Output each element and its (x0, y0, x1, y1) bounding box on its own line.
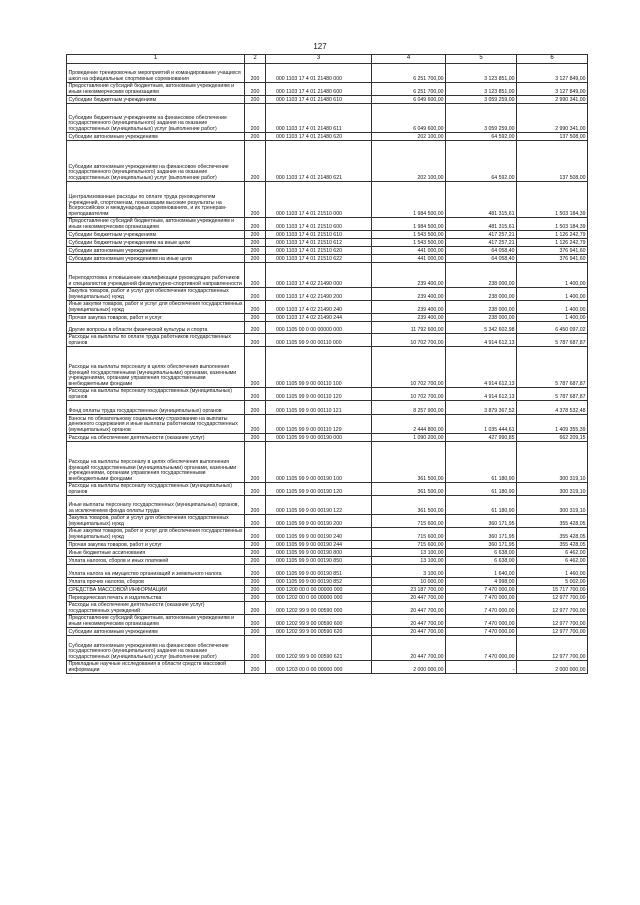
budget-table (66, 54, 588, 674)
row-name: Прочая закупка товаров, работ и услуг (67, 541, 245, 549)
row-classification-code: 000 1103 17 4 02 21490 200 (266, 288, 372, 301)
row-remaining-amount: 5 002,00 (517, 578, 588, 586)
row-classification-code: 000 1200 00 0 00 00000 000 (266, 586, 372, 594)
row-classification-code: 000 1103 17 4 01 21510 600 (266, 218, 372, 231)
row-approved-amount: 20 447 700,00 (372, 602, 446, 615)
row-approved-amount: 2 444 800,00 (372, 415, 446, 434)
table-row (67, 83, 588, 96)
row-executed-amount: 238 000,00 (446, 314, 517, 322)
row-remaining-amount: 1 400,00 (517, 314, 588, 322)
row-classification-code: 000 1103 17 4 01 21510 622 (266, 255, 372, 263)
row-name: Предоставление субсидий бюджетным, автономным учреждениям и иным некоммерческим организациям (67, 615, 245, 628)
row-admin-code: 200 (245, 218, 266, 231)
row-admin-code: 200 (245, 442, 266, 483)
row-classification-code: 000 1103 17 4 01 21480 600 (266, 83, 372, 96)
row-executed-amount: 7 470 000,00 (446, 636, 517, 661)
row-admin-code: 200 (245, 628, 266, 636)
row-name: Иные закупки товаров, работ и услуг для обеспечения государственных (муниципальных) нужд (67, 301, 245, 314)
table-row (67, 104, 588, 133)
row-classification-code: 000 1105 99 9 00 00190 244 (266, 541, 372, 549)
row-executed-amount: 4 914 612,13 (446, 334, 517, 347)
header-row (67, 55, 588, 64)
row-classification-code: 000 1105 99 9 00 00110 100 (266, 347, 372, 388)
row-admin-code: 200 (245, 104, 266, 133)
row-admin-code: 200 (245, 64, 266, 83)
table-row (67, 231, 588, 239)
table-row (67, 301, 588, 314)
table-row (67, 263, 588, 288)
row-classification-code: 000 1105 99 9 00 00190 240 (266, 528, 372, 541)
header-cell-6: 6 (517, 55, 588, 64)
row-executed-amount: 4 914 612,13 (446, 347, 517, 388)
row-approved-amount: 20 447 700,00 (372, 594, 446, 602)
row-executed-amount: 7 470 000,00 (446, 586, 517, 594)
row-remaining-amount: 300 319,10 (517, 483, 588, 496)
row-admin-code: 200 (245, 515, 266, 528)
header-cell-2: 2 (245, 55, 266, 64)
header-cell-4: 4 (372, 55, 446, 64)
row-approved-amount: 202 100,00 (372, 141, 446, 182)
row-approved-amount: 20 447 700,00 (372, 628, 446, 636)
row-admin-code: 200 (245, 288, 266, 301)
row-admin-code: 200 (245, 231, 266, 239)
row-approved-amount: 10 702 700,00 (372, 334, 446, 347)
row-classification-code: 000 1105 99 9 00 00110 129 (266, 415, 372, 434)
row-executed-amount: 4 998,00 (446, 578, 517, 586)
row-admin-code: 200 (245, 434, 266, 442)
row-approved-amount: 2 000 000,00 (372, 661, 446, 674)
table-row (67, 401, 588, 415)
row-executed-amount: 7 470 000,00 (446, 594, 517, 602)
row-remaining-amount: 12 977 700,00 (517, 594, 588, 602)
row-remaining-amount: 355 428,05 (517, 528, 588, 541)
row-approved-amount: 361 500,00 (372, 483, 446, 496)
row-approved-amount: 202 100,00 (372, 133, 446, 141)
row-admin-code: 200 (245, 415, 266, 434)
row-classification-code: 000 1105 99 9 00 00190 122 (266, 496, 372, 515)
row-executed-amount: 3 879 367,52 (446, 401, 517, 415)
row-approved-amount: 239 400,00 (372, 301, 446, 314)
row-name: Субсидии бюджетным учреждениям (67, 231, 245, 239)
row-approved-amount: 1 984 500,00 (372, 218, 446, 231)
row-remaining-amount: 3 127 849,00 (517, 64, 588, 83)
row-admin-code: 200 (245, 239, 266, 247)
row-executed-amount: 238 000,00 (446, 288, 517, 301)
row-remaining-amount: 376 941,60 (517, 255, 588, 263)
row-name: Расходы на выплаты по оплате труда работников государственных органов (67, 334, 245, 347)
row-approved-amount: 8 257 900,00 (372, 401, 446, 415)
table-row (67, 483, 588, 496)
row-remaining-amount: 1 400,00 (517, 288, 588, 301)
row-classification-code: 000 1202 99 9 00 00590 621 (266, 636, 372, 661)
row-name: Расходы на обеспечение деятельности (оказание услуг) государственных учреждений (67, 602, 245, 615)
table-row (67, 578, 588, 586)
row-name: Субсидии автономным учреждениям на финансовое обеспечение государственного (муниципального) задания на оказание государственных (муниципальных) услуг (выполнение работ) (67, 141, 245, 182)
row-classification-code: 000 1105 00 0 00 00000 000 (266, 322, 372, 334)
header-cell-5: 5 (446, 55, 517, 64)
row-approved-amount: 6 251 700,00 (372, 83, 446, 96)
row-approved-amount: 715 600,00 (372, 515, 446, 528)
table-row (67, 141, 588, 182)
row-classification-code: 000 1103 17 4 01 21510 000 (266, 182, 372, 218)
table-row (67, 594, 588, 602)
row-admin-code: 200 (245, 388, 266, 401)
row-approved-amount: 239 400,00 (372, 263, 446, 288)
row-remaining-amount: 6 450 097,02 (517, 322, 588, 334)
row-executed-amount: 3 059 259,00 (446, 96, 517, 104)
row-approved-amount: 13 100,00 (372, 557, 446, 565)
row-classification-code: 000 1103 17 4 01 21480 000 (266, 64, 372, 83)
row-name: Уплата налогов, сборов и иных платежей (67, 557, 245, 565)
row-name: Предоставление субсидий бюджетным, автономным учреждениям и иным некоммерческим организациям (67, 218, 245, 231)
row-admin-code: 200 (245, 594, 266, 602)
row-admin-code: 200 (245, 347, 266, 388)
row-classification-code: 000 1105 99 9 00 00190 800 (266, 549, 372, 557)
row-classification-code: 000 1103 17 4 01 21510 610 (266, 231, 372, 239)
row-executed-amount: 481 315,61 (446, 218, 517, 231)
row-remaining-amount: 4 378 532,48 (517, 401, 588, 415)
row-remaining-amount: 355 428,05 (517, 515, 588, 528)
row-classification-code: 000 1105 99 9 00 00110 120 (266, 388, 372, 401)
row-executed-amount: 481 315,61 (446, 182, 517, 218)
row-name: Субсидии автономным учреждениям (67, 247, 245, 255)
row-classification-code: 000 1202 99 9 00 00590 000 (266, 602, 372, 615)
row-name: Другие вопросы в области физической культуры и спорта (67, 322, 245, 334)
row-classification-code: 000 1103 17 4 01 21480 621 (266, 141, 372, 182)
row-admin-code: 200 (245, 602, 266, 615)
row-name: Уплата прочих налогов, сборов (67, 578, 245, 586)
table-row (67, 96, 588, 104)
row-name: Предоставление субсидий бюджетным, автономным учреждениям и иным некоммерческим организациям (67, 83, 245, 96)
table-row (67, 565, 588, 578)
row-name: Субсидии бюджетным учреждениям на иные цели (67, 239, 245, 247)
row-admin-code: 200 (245, 247, 266, 255)
row-remaining-amount: 2 990 341,00 (517, 96, 588, 104)
row-approved-amount: 1 984 500,00 (372, 182, 446, 218)
row-classification-code: 000 1202 99 9 00 00590 600 (266, 615, 372, 628)
row-approved-amount: 6 049 600,00 (372, 96, 446, 104)
table-row (67, 247, 588, 255)
row-name: Субсидии автономным учреждениям (67, 133, 245, 141)
row-remaining-amount: 137 508,00 (517, 141, 588, 182)
row-executed-amount: 6 638,00 (446, 557, 517, 565)
table-row (67, 528, 588, 541)
row-classification-code: 000 1103 17 4 01 21510 612 (266, 239, 372, 247)
table-row (67, 239, 588, 247)
row-classification-code: 000 1105 99 9 00 00190 120 (266, 483, 372, 496)
row-name: Проведение тренировочных мероприятий и командирование учащихся школ на официальные спортивные соревнования (67, 64, 245, 83)
row-admin-code: 200 (245, 661, 266, 674)
row-admin-code: 200 (245, 141, 266, 182)
row-executed-amount: 5 342 602,98 (446, 322, 517, 334)
table-row (67, 388, 588, 401)
row-executed-amount: 238 000,00 (446, 301, 517, 314)
row-name: Субсидии автономным учреждениям на финансовое обеспечение государственного (муниципального) задания на оказание государственных (муниципальных) услуг (выполнение работ) (67, 636, 245, 661)
row-classification-code: 000 1105 99 9 00 00190 851 (266, 565, 372, 578)
row-remaining-amount: 3 127 849,00 (517, 83, 588, 96)
row-executed-amount: 3 123 851,00 (446, 83, 517, 96)
table-row (67, 541, 588, 549)
row-remaining-amount: 12 977 700,00 (517, 615, 588, 628)
row-classification-code: 000 1103 17 4 02 21490 000 (266, 263, 372, 288)
row-admin-code: 200 (245, 565, 266, 578)
row-admin-code: 200 (245, 314, 266, 322)
row-name: Субсидии бюджетным учреждениям (67, 96, 245, 104)
row-name: Переподготовка и повышение квалификации руководящих работников и специалистов учреждений физкультурно-спортивной направленности (67, 263, 245, 288)
row-approved-amount: 715 600,00 (372, 541, 446, 549)
row-remaining-amount: 5 787 687,87 (517, 334, 588, 347)
row-name: Закупка товаров, работ и услуг для обеспечения государственных (муниципальных) нужд (67, 515, 245, 528)
row-remaining-amount: 1 460,00 (517, 565, 588, 578)
row-name: Расходы на выплаты персоналу в целях обеспечения выполнения функций государственными (муниципальными) органами, казенными учреждениями, органами управления государственными внебюджетными фондами (67, 347, 245, 388)
row-approved-amount: 1 543 500,00 (372, 239, 446, 247)
row-approved-amount: 361 500,00 (372, 496, 446, 515)
row-executed-amount: 1 035 444,61 (446, 415, 517, 434)
table-row (67, 586, 588, 594)
row-executed-amount: 64 058,40 (446, 255, 517, 263)
row-executed-amount: 3 123 851,00 (446, 64, 517, 83)
row-approved-amount: 1 090 200,00 (372, 434, 446, 442)
row-executed-amount: 64 058,40 (446, 247, 517, 255)
row-remaining-amount: 1 400,00 (517, 301, 588, 314)
row-remaining-amount: 376 941,60 (517, 247, 588, 255)
table-row (67, 133, 588, 141)
row-remaining-amount: 2 990 341,00 (517, 104, 588, 133)
row-admin-code: 200 (245, 133, 266, 141)
row-remaining-amount: 12 977 700,00 (517, 628, 588, 636)
row-remaining-amount: 137 508,00 (517, 133, 588, 141)
row-name: Субсидии автономным учреждениям (67, 628, 245, 636)
row-classification-code: 000 1203 00 0 00 00000 000 (266, 661, 372, 674)
row-name: Расходы на выплаты персоналу государственных (муниципальных) органов (67, 388, 245, 401)
row-executed-amount: 427 990,85 (446, 434, 517, 442)
table-row (67, 64, 588, 83)
row-name: Взносы по обязательному социальному страхованию на выплаты денежного содержания и иные выплаты работникам государственных (муниципальных) органов (67, 415, 245, 434)
row-approved-amount: 10 702 700,00 (372, 388, 446, 401)
table-row (67, 314, 588, 322)
row-executed-amount: 64 592,00 (446, 133, 517, 141)
row-classification-code: 000 1105 99 9 00 00110 121 (266, 401, 372, 415)
row-admin-code: 200 (245, 182, 266, 218)
row-classification-code: 000 1105 99 9 00 00190 850 (266, 557, 372, 565)
row-approved-amount: 6 049 600,00 (372, 104, 446, 133)
table-row (67, 434, 588, 442)
row-name: Фонд оплаты труда государственных (муниципальных) органов (67, 401, 245, 415)
row-remaining-amount: 12 977 700,00 (517, 636, 588, 661)
row-classification-code: 000 1105 99 9 00 00190 852 (266, 578, 372, 586)
table-row (67, 661, 588, 674)
row-executed-amount: 360 171,95 (446, 515, 517, 528)
row-remaining-amount: 662 209,15 (517, 434, 588, 442)
row-approved-amount: 715 600,00 (372, 528, 446, 541)
table-body (67, 64, 588, 674)
row-remaining-amount: 300 319,10 (517, 442, 588, 483)
row-approved-amount: 13 100,00 (372, 549, 446, 557)
row-approved-amount: 239 400,00 (372, 288, 446, 301)
row-approved-amount: 6 251 700,00 (372, 64, 446, 83)
row-classification-code: 000 1103 17 4 02 21490 240 (266, 301, 372, 314)
row-approved-amount: 239 400,00 (372, 314, 446, 322)
row-admin-code: 200 (245, 586, 266, 594)
row-remaining-amount: 2 000 000,00 (517, 661, 588, 674)
row-executed-amount: 417 257,21 (446, 231, 517, 239)
row-remaining-amount: 6 462,00 (517, 549, 588, 557)
row-name: Закупка товаров, работ и услуг для обеспечения государственных (муниципальных) нужд (67, 288, 245, 301)
row-executed-amount: - (446, 661, 517, 674)
row-executed-amount: 7 470 000,00 (446, 628, 517, 636)
row-admin-code: 200 (245, 541, 266, 549)
row-name: Расходы на выплаты персоналу в целях обеспечения выполнения функций государственными (муниципальными) органами, казенными учреждениями, органами управления государственными внебюджетными фондами (67, 442, 245, 483)
row-remaining-amount: 355 428,05 (517, 541, 588, 549)
row-name: Прочая закупка товаров, работ и услуг (67, 314, 245, 322)
row-admin-code: 200 (245, 83, 266, 96)
row-classification-code: 000 1103 17 4 01 21480 611 (266, 104, 372, 133)
row-admin-code: 200 (245, 578, 266, 586)
row-executed-amount: 7 470 000,00 (446, 602, 517, 615)
row-remaining-amount: 1 400,00 (517, 263, 588, 288)
row-executed-amount: 360 171,95 (446, 528, 517, 541)
row-name: Расходы на обеспечение деятельности (оказание услуг) (67, 434, 245, 442)
table-row (67, 334, 588, 347)
row-executed-amount: 1 640,00 (446, 565, 517, 578)
row-remaining-amount: 1 503 184,39 (517, 218, 588, 231)
row-executed-amount: 3 059 259,00 (446, 104, 517, 133)
row-name: Субсидии бюджетным учреждениям на финансовое обеспечение государственного (муниципального) задания на оказание государственных (муниципальных) услуг (выполнение работ) (67, 104, 245, 133)
row-executed-amount: 4 914 612,13 (446, 388, 517, 401)
table-row (67, 442, 588, 483)
row-executed-amount: 61 180,90 (446, 496, 517, 515)
row-admin-code: 200 (245, 528, 266, 541)
row-admin-code: 200 (245, 557, 266, 565)
row-remaining-amount: 12 977 700,00 (517, 602, 588, 615)
table-row (67, 615, 588, 628)
row-approved-amount: 441 000,00 (372, 255, 446, 263)
row-classification-code: 000 1202 00 0 00 00000 000 (266, 594, 372, 602)
row-executed-amount: 61 180,90 (446, 483, 517, 496)
row-approved-amount: 10 000,00 (372, 578, 446, 586)
row-approved-amount: 11 792 600,00 (372, 322, 446, 334)
row-approved-amount: 20 447 700,00 (372, 636, 446, 661)
row-executed-amount: 64 592,00 (446, 141, 517, 182)
row-admin-code: 200 (245, 96, 266, 104)
table-row (67, 218, 588, 231)
table-row (67, 602, 588, 615)
table-row (67, 557, 588, 565)
row-admin-code: 200 (245, 615, 266, 628)
row-executed-amount: 360 171,95 (446, 541, 517, 549)
row-approved-amount: 1 543 500,00 (372, 231, 446, 239)
row-classification-code: 000 1105 99 9 00 00190 200 (266, 515, 372, 528)
row-executed-amount: 7 470 000,00 (446, 615, 517, 628)
row-remaining-amount: 5 787 687,87 (517, 347, 588, 388)
row-executed-amount: 417 257,21 (446, 239, 517, 247)
row-name: Расходы на выплаты персоналу государственных (муниципальных) органов (67, 483, 245, 496)
table-row (67, 288, 588, 301)
row-remaining-amount: 1 409 355,39 (517, 415, 588, 434)
row-approved-amount: 10 702 700,00 (372, 347, 446, 388)
row-remaining-amount: 5 787 687,87 (517, 388, 588, 401)
row-remaining-amount: 1 503 184,39 (517, 182, 588, 218)
row-remaining-amount: 1 126 242,79 (517, 239, 588, 247)
table-row (67, 322, 588, 334)
row-admin-code: 200 (245, 263, 266, 288)
page-number: 127 (313, 42, 327, 51)
row-name: Периодическая печать и издательства (67, 594, 245, 602)
row-name: Уплата налога на имущество организаций и земельного налога (67, 565, 245, 578)
table-row (67, 415, 588, 434)
row-classification-code: 000 1105 99 9 00 00190 000 (266, 434, 372, 442)
row-approved-amount: 3 100,00 (372, 565, 446, 578)
table-row (67, 549, 588, 557)
table-row (67, 182, 588, 218)
header-cell-1: 1 (67, 55, 245, 64)
row-name: Централизованные расходы по оплате труда руководителям учреждений, спортсменам, показавшим высокие результаты на Всероссийских и международных соревнованиях, и их тренерам-преподавателям (67, 182, 245, 218)
row-classification-code: 000 1103 17 4 01 21480 620 (266, 133, 372, 141)
row-approved-amount: 441 000,00 (372, 247, 446, 255)
table-row (67, 628, 588, 636)
row-admin-code: 200 (245, 255, 266, 263)
row-approved-amount: 20 447 700,00 (372, 615, 446, 628)
table-row (67, 347, 588, 388)
row-name: Иные выплаты персоналу государственных (муниципальных) органов, за исключением фонда оплаты труда (67, 496, 245, 515)
header-cell-3: 3 (266, 55, 372, 64)
row-admin-code: 200 (245, 549, 266, 557)
row-executed-amount: 6 638,00 (446, 549, 517, 557)
table-row (67, 496, 588, 515)
row-classification-code: 000 1103 17 4 02 21490 244 (266, 314, 372, 322)
table-row (67, 636, 588, 661)
table-row (67, 255, 588, 263)
row-admin-code: 200 (245, 301, 266, 314)
row-remaining-amount: 15 717 700,00 (517, 586, 588, 594)
table-row (67, 515, 588, 528)
row-classification-code: 000 1202 99 9 00 00590 620 (266, 628, 372, 636)
row-name: Иные бюджетные ассигнования (67, 549, 245, 557)
row-admin-code: 200 (245, 322, 266, 334)
row-admin-code: 200 (245, 483, 266, 496)
row-remaining-amount: 1 126 242,79 (517, 231, 588, 239)
row-remaining-amount: 6 462,00 (517, 557, 588, 565)
row-classification-code: 000 1105 99 9 00 00190 100 (266, 442, 372, 483)
row-executed-amount: 238 000,00 (446, 263, 517, 288)
row-admin-code: 200 (245, 334, 266, 347)
row-name: Иные закупки товаров, работ и услуг для обеспечения государственных (муниципальных) нужд (67, 528, 245, 541)
row-classification-code: 000 1105 99 9 00 00110 000 (266, 334, 372, 347)
row-name: Прикладные научные исследования в области средств массовой информации (67, 661, 245, 674)
row-classification-code: 000 1103 17 4 01 21480 610 (266, 96, 372, 104)
row-executed-amount: 61 180,90 (446, 442, 517, 483)
row-admin-code: 200 (245, 496, 266, 515)
row-classification-code: 000 1103 17 4 01 21510 620 (266, 247, 372, 255)
row-approved-amount: 23 187 700,00 (372, 586, 446, 594)
row-approved-amount: 361 500,00 (372, 442, 446, 483)
row-admin-code: 200 (245, 636, 266, 661)
row-remaining-amount: 300 319,10 (517, 496, 588, 515)
table-header (67, 55, 588, 64)
row-name: Субсидии автономным учреждениям на иные цели (67, 255, 245, 263)
row-name: СРЕДСТВА МАССОВОЙ ИНФОРМАЦИИ (67, 586, 245, 594)
row-admin-code: 200 (245, 401, 266, 415)
